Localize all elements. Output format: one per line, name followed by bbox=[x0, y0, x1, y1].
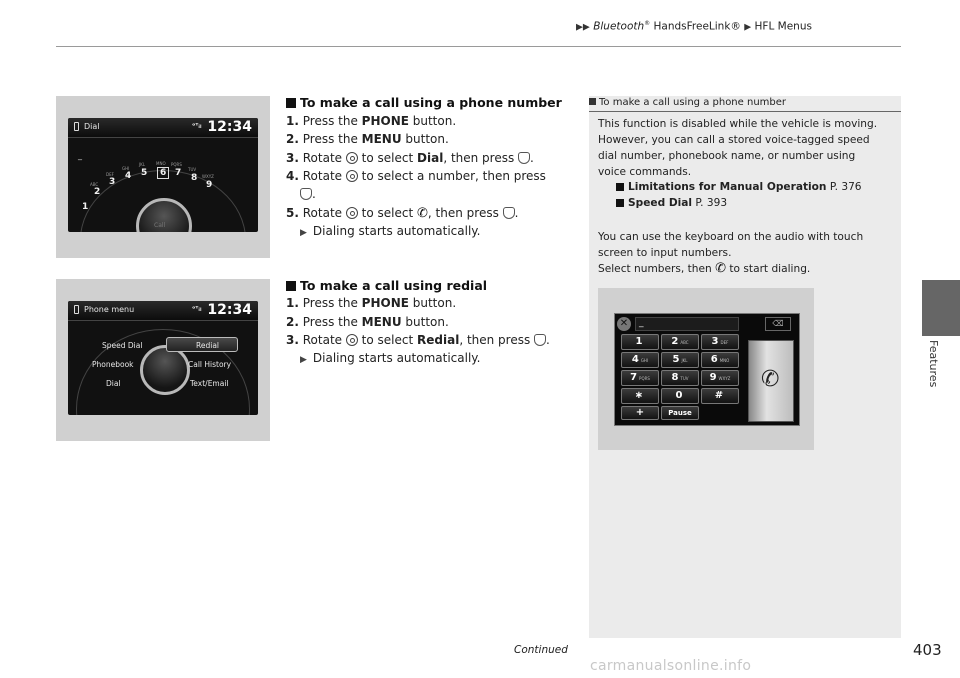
note-text: dial number, phonebook name, or number using bbox=[598, 150, 856, 162]
note-text: However, you can call a stored voice-tagged speed bbox=[598, 134, 870, 146]
keypad-key[interactable] bbox=[621, 352, 659, 368]
menu-call-history[interactable]: Call History bbox=[188, 360, 232, 369]
interface-dial-knob[interactable] bbox=[140, 345, 190, 395]
step-result: ▶ Dialing starts automatically. bbox=[300, 351, 481, 365]
breadcrumb-handsfreelink: HandsFreeLink® bbox=[653, 20, 741, 33]
dial-letters: ABC bbox=[90, 182, 99, 187]
keypad-letters: JKL bbox=[681, 358, 688, 363]
dial-digit[interactable]: 1 bbox=[82, 202, 89, 212]
bullet-square-icon bbox=[286, 98, 296, 108]
signal-icon: ᵒᵀᵢₗ bbox=[192, 305, 202, 313]
chapter-label: Features bbox=[927, 340, 940, 388]
keypad-key[interactable] bbox=[661, 352, 699, 368]
cross-reference[interactable]: Limitations for Manual Operation P. 376 bbox=[616, 181, 862, 193]
keypad-key[interactable] bbox=[701, 388, 739, 404]
keypad-letters: ABC bbox=[680, 340, 689, 345]
status-bar bbox=[68, 118, 258, 138]
dial-digit[interactable]: 2 bbox=[94, 187, 101, 197]
rotate-knob-icon bbox=[346, 207, 358, 219]
call-icon: ✆ bbox=[715, 261, 727, 276]
cross-reference[interactable]: Speed Dial P. 393 bbox=[616, 197, 727, 209]
keypad-digit: ∗ bbox=[634, 390, 644, 401]
dial-digit[interactable]: 8 bbox=[191, 173, 198, 183]
keypad-key[interactable] bbox=[621, 388, 659, 404]
phone-icon bbox=[74, 305, 79, 314]
keypad-key[interactable] bbox=[621, 370, 659, 386]
arrow-icon: ▶ bbox=[744, 22, 752, 33]
number-entry: _ bbox=[78, 151, 82, 160]
dial-digit[interactable]: 3 bbox=[109, 177, 116, 187]
keypad-digit: 4 bbox=[631, 354, 639, 365]
keypad-digit: # bbox=[714, 390, 724, 401]
dial-digit[interactable]: 6 bbox=[157, 167, 169, 179]
rotate-knob-icon bbox=[346, 170, 358, 182]
continued-label: Continued bbox=[514, 644, 568, 656]
call-button[interactable] bbox=[748, 340, 794, 422]
note-heading: To make a call using a phone number bbox=[589, 97, 901, 108]
clock: 12:34 bbox=[207, 302, 252, 318]
step-2: 2. Press the MENU button. bbox=[286, 315, 449, 329]
status-bar bbox=[68, 301, 258, 321]
keypad-key[interactable] bbox=[661, 370, 699, 386]
keypad-letters: DEF bbox=[720, 340, 729, 345]
keypad-digit: 0 bbox=[675, 390, 683, 401]
keypad-digit: 7 bbox=[630, 372, 638, 383]
keypad-digit: 8 bbox=[671, 372, 679, 383]
keypad-digit: 9 bbox=[709, 372, 717, 383]
note-marker-icon bbox=[589, 98, 596, 105]
pause-key[interactable]: Pause bbox=[661, 406, 699, 420]
menu-phonebook[interactable]: Phonebook bbox=[92, 360, 134, 369]
step-1: 1. Press the PHONE button. bbox=[286, 114, 457, 128]
phone-icon bbox=[74, 122, 79, 131]
close-icon[interactable]: ✕ bbox=[617, 317, 631, 331]
backspace-icon[interactable]: ⌫ bbox=[765, 317, 791, 331]
header-divider bbox=[56, 46, 901, 47]
note-text: Select numbers, then ✆ to start dialing. bbox=[598, 261, 811, 276]
phone-menu-screen bbox=[68, 301, 258, 415]
press-knob-icon bbox=[518, 152, 530, 164]
keypad-digit: 5 bbox=[672, 354, 680, 365]
bullet-square-icon bbox=[286, 281, 296, 291]
call-label: Call bbox=[154, 222, 166, 229]
press-knob-icon bbox=[534, 334, 546, 346]
breadcrumb: ▶▶ Bluetooth® HandsFreeLink® ▶ HFL Menus bbox=[576, 20, 812, 33]
keypad-digit: 6 bbox=[710, 354, 718, 365]
keypad-letters: WXYZ bbox=[718, 376, 731, 381]
call-icon: ✆ bbox=[417, 206, 428, 221]
phone-menu-screenshot bbox=[56, 279, 270, 441]
cross-reference-icon bbox=[616, 183, 624, 191]
rotate-knob-icon bbox=[346, 334, 358, 346]
step-4: 4. Rotate to select a number, then press bbox=[286, 169, 546, 183]
keypad-key[interactable] bbox=[661, 334, 699, 350]
keypad-letters: MNO bbox=[719, 358, 730, 363]
keypad-letters: PQRS bbox=[639, 376, 650, 381]
clock: 12:34 bbox=[207, 119, 252, 135]
page-number: 403 bbox=[913, 641, 942, 659]
chapter-tab bbox=[922, 280, 960, 336]
keypad-key[interactable] bbox=[701, 334, 739, 350]
breadcrumb-hfl-menus: HFL Menus bbox=[754, 20, 812, 33]
step-3: 3. Rotate to select Dial, then press . bbox=[286, 151, 534, 165]
step-1: 1. Press the PHONE button. bbox=[286, 296, 457, 310]
step-4-cont: . bbox=[300, 187, 316, 201]
dial-letters: PQRS bbox=[171, 162, 182, 167]
keypad-digit: 3 bbox=[711, 336, 719, 347]
dial-letters: WXYZ bbox=[202, 174, 214, 179]
call-icon: ✆ bbox=[761, 367, 780, 392]
note-text: screen to input numbers. bbox=[598, 247, 732, 259]
note-divider bbox=[589, 111, 901, 112]
rotate-knob-icon bbox=[346, 152, 358, 164]
signal-icon: ᵒᵀᵢₗ bbox=[192, 122, 202, 130]
section-heading: To make a call using a phone number bbox=[286, 95, 562, 110]
dial-digit[interactable]: 7 bbox=[175, 168, 182, 178]
result-arrow-icon: ▶ bbox=[300, 228, 307, 238]
keypad-key[interactable] bbox=[661, 388, 699, 404]
keypad-key[interactable] bbox=[701, 352, 739, 368]
menu-redial[interactable]: Redial bbox=[196, 341, 220, 350]
step-3: 3. Rotate to select Redial, then press . bbox=[286, 333, 550, 347]
keypad-letters: TUV bbox=[680, 376, 689, 381]
number-entry-field[interactable]: _ bbox=[635, 317, 739, 331]
breadcrumb-bluetooth: Bluetooth bbox=[593, 20, 645, 33]
menu-speed-dial[interactable]: Speed Dial bbox=[102, 341, 143, 350]
screen-title: Dial bbox=[84, 122, 100, 131]
menu-dial[interactable]: Dial bbox=[106, 379, 121, 388]
note-text: You can use the keyboard on the audio with touch bbox=[598, 231, 864, 243]
step-result: ▶ Dialing starts automatically. bbox=[300, 224, 481, 238]
dial-digit[interactable]: 9 bbox=[206, 180, 213, 190]
arrow-icon: ▶▶ bbox=[576, 22, 590, 33]
note-text: voice commands. bbox=[598, 166, 692, 178]
dial-letters: TUV bbox=[188, 167, 197, 172]
dial-letters: GHI bbox=[122, 166, 130, 171]
keypad-letters: GHI bbox=[640, 358, 649, 363]
cross-reference-icon bbox=[616, 199, 624, 207]
dial-letters: DEF bbox=[106, 172, 114, 177]
keypad-digit: 2 bbox=[671, 336, 679, 347]
press-knob-icon bbox=[503, 207, 515, 219]
note-text: This function is disabled while the vehicle is moving. bbox=[598, 118, 878, 130]
dial-screenshot bbox=[56, 96, 270, 258]
dial-digit[interactable]: 5 bbox=[141, 168, 148, 178]
keypad-digit: 1 bbox=[635, 336, 643, 347]
dial-digit[interactable]: 4 bbox=[125, 171, 132, 181]
keypad-key[interactable] bbox=[701, 370, 739, 386]
result-arrow-icon: ▶ bbox=[300, 355, 307, 365]
dial-letters: MNO bbox=[156, 161, 166, 166]
menu-text-email[interactable]: Text/Email bbox=[190, 379, 229, 388]
section-heading: To make a call using redial bbox=[286, 278, 487, 293]
step-2: 2. Press the MENU button. bbox=[286, 132, 449, 146]
plus-key[interactable]: + bbox=[621, 406, 659, 420]
dial-screen bbox=[68, 118, 258, 232]
screen-title: Phone menu bbox=[84, 305, 135, 314]
dial-letters: JKL bbox=[139, 162, 146, 167]
watermark: carmanualsonline.info bbox=[590, 658, 752, 674]
step-5: 5. Rotate to select ✆, then press . bbox=[286, 206, 519, 221]
keypad-key[interactable] bbox=[621, 334, 659, 350]
press-knob-icon bbox=[300, 188, 312, 200]
